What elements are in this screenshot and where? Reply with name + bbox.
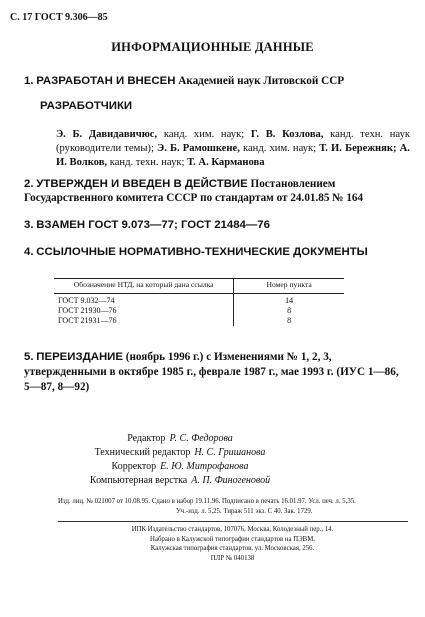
table-header-row (54, 279, 344, 294)
credit-role: Технический редактор (94, 447, 191, 458)
section-2-text: Постановлением Государственного комитета СССР по стандартам от 24.01.85 № 164 (24, 178, 364, 204)
credits-block (0, 432, 360, 488)
section-1 (24, 74, 404, 88)
publisher-line: ИПК Издательство стандартов, 107076, Москва, Колодезный пер., 14. (131, 526, 334, 533)
section-3-number: 3. (24, 219, 34, 231)
table-cell: 8 (234, 306, 344, 316)
credit-name: Е. Ю. Митрофанова (160, 461, 249, 472)
credit-line (0, 460, 360, 474)
table-cell: ГОСТ 21930—76 (58, 305, 117, 315)
developer-name: Т. И. Бережняк; (319, 143, 397, 154)
section-1-text: Академией наук Литовской ССР (178, 75, 345, 87)
section-4-caption: ССЫЛОЧНЫЕ НОРМАТИВНО-ТЕХНИЧЕСКИЕ ДОКУМЕНТЫ (36, 246, 368, 258)
reference-table (54, 278, 344, 326)
table-row (54, 293, 344, 306)
document-title: ИНФОРМАЦИОННЫЕ ДАННЫЕ (111, 40, 314, 54)
developer-name: А. И. Волков, (56, 143, 410, 168)
developer-rank: канд. техн. наук; (109, 157, 185, 168)
publisher-line: Набрано в Калужской типографии стандартов на ПЭВМ. (150, 535, 315, 543)
publisher-line: ПЛР № 040138 (210, 554, 255, 562)
credit-role: Редактор (127, 433, 166, 444)
section-5-number: 5. (24, 351, 34, 363)
table-row (54, 306, 344, 316)
developers-list (56, 128, 410, 170)
section-2 (24, 177, 404, 205)
credit-line (0, 432, 360, 446)
developer-rank: канд. хим. наук; (163, 129, 245, 140)
section-2-caption: УТВЕРЖДЕН И ВВЕДЕН В ДЕЙСТВИЕ (36, 178, 248, 190)
developer-name: Г. В. Козлова, (250, 129, 324, 140)
developer-rank: канд. хим. наук; (242, 143, 317, 154)
section-4-number: 4. (24, 246, 34, 258)
page-header: С. 17 ГОСТ 9.306—85 (10, 12, 108, 23)
divider (58, 521, 408, 522)
developers-caption: РАЗРАБОТЧИКИ (40, 100, 133, 112)
print-info-line: Уч.-изд. л. 5,25. Тираж 511 экз. С 40. Зак. 1729. (176, 508, 313, 515)
table-cell: ГОСТ 9.032—74 (58, 295, 115, 305)
section-4 (24, 245, 404, 259)
section-5-text: (ноябрь 1996 г.) с Изменениями № 1, 2, 3, утвержденными в октябре 1985 г., феврале 1987 г., мае 1993 г. (ИУС 1—86, 5—87, 8—92) (24, 351, 399, 393)
table-cell: ГОСТ 21931—76 (58, 315, 117, 325)
developer-name: Т. А. Карманова (187, 157, 265, 168)
print-info (58, 497, 408, 517)
table-cell: 14 (234, 293, 344, 306)
section-1-caption: РАЗРАБОТАН И ВНЕСЕН (36, 75, 176, 87)
table-row (54, 316, 344, 326)
credit-line (0, 474, 360, 488)
developer-name: Э. Б. Рамошкене, (157, 143, 240, 154)
credit-role: Корректор (111, 461, 157, 472)
print-info-line: Изд. лиц. № 021007 от 10.08.95. Сдано в набор 19.11.96. Подписано в печать 16.01.97. Усл. печ. л. 5,35. (58, 498, 356, 505)
section-5 (24, 350, 404, 395)
table-cell: 8 (234, 316, 344, 326)
section-1-number: 1. (24, 75, 34, 87)
publisher-info (60, 525, 405, 563)
column-header: Обозначение НТД, на который дана ссылка (54, 279, 234, 294)
credit-name: А. П. Финогеновой (191, 475, 271, 486)
developer-rank: канд. техн. наук (руководители темы); (56, 129, 411, 154)
section-3 (24, 218, 404, 232)
publisher-line: Калужская типография стандартов, ул. Московская, 256. (150, 545, 315, 552)
developer-name: Э. Б. Давидавичюс, (56, 129, 158, 140)
section-5-caption: ПЕРЕИЗДАНИЕ (36, 351, 123, 363)
credit-name: Р. С. Федорова (169, 433, 233, 444)
column-header: Номер пункта (234, 279, 344, 294)
section-3-caption: ВЗАМЕН ГОСТ 9.073—77; ГОСТ 21484—76 (36, 219, 270, 231)
section-2-number: 2. (24, 178, 34, 190)
credit-name: Н. С. Гришанова (194, 447, 266, 458)
credit-role: Компьютерная верстка (89, 475, 188, 486)
credit-line (0, 446, 360, 460)
